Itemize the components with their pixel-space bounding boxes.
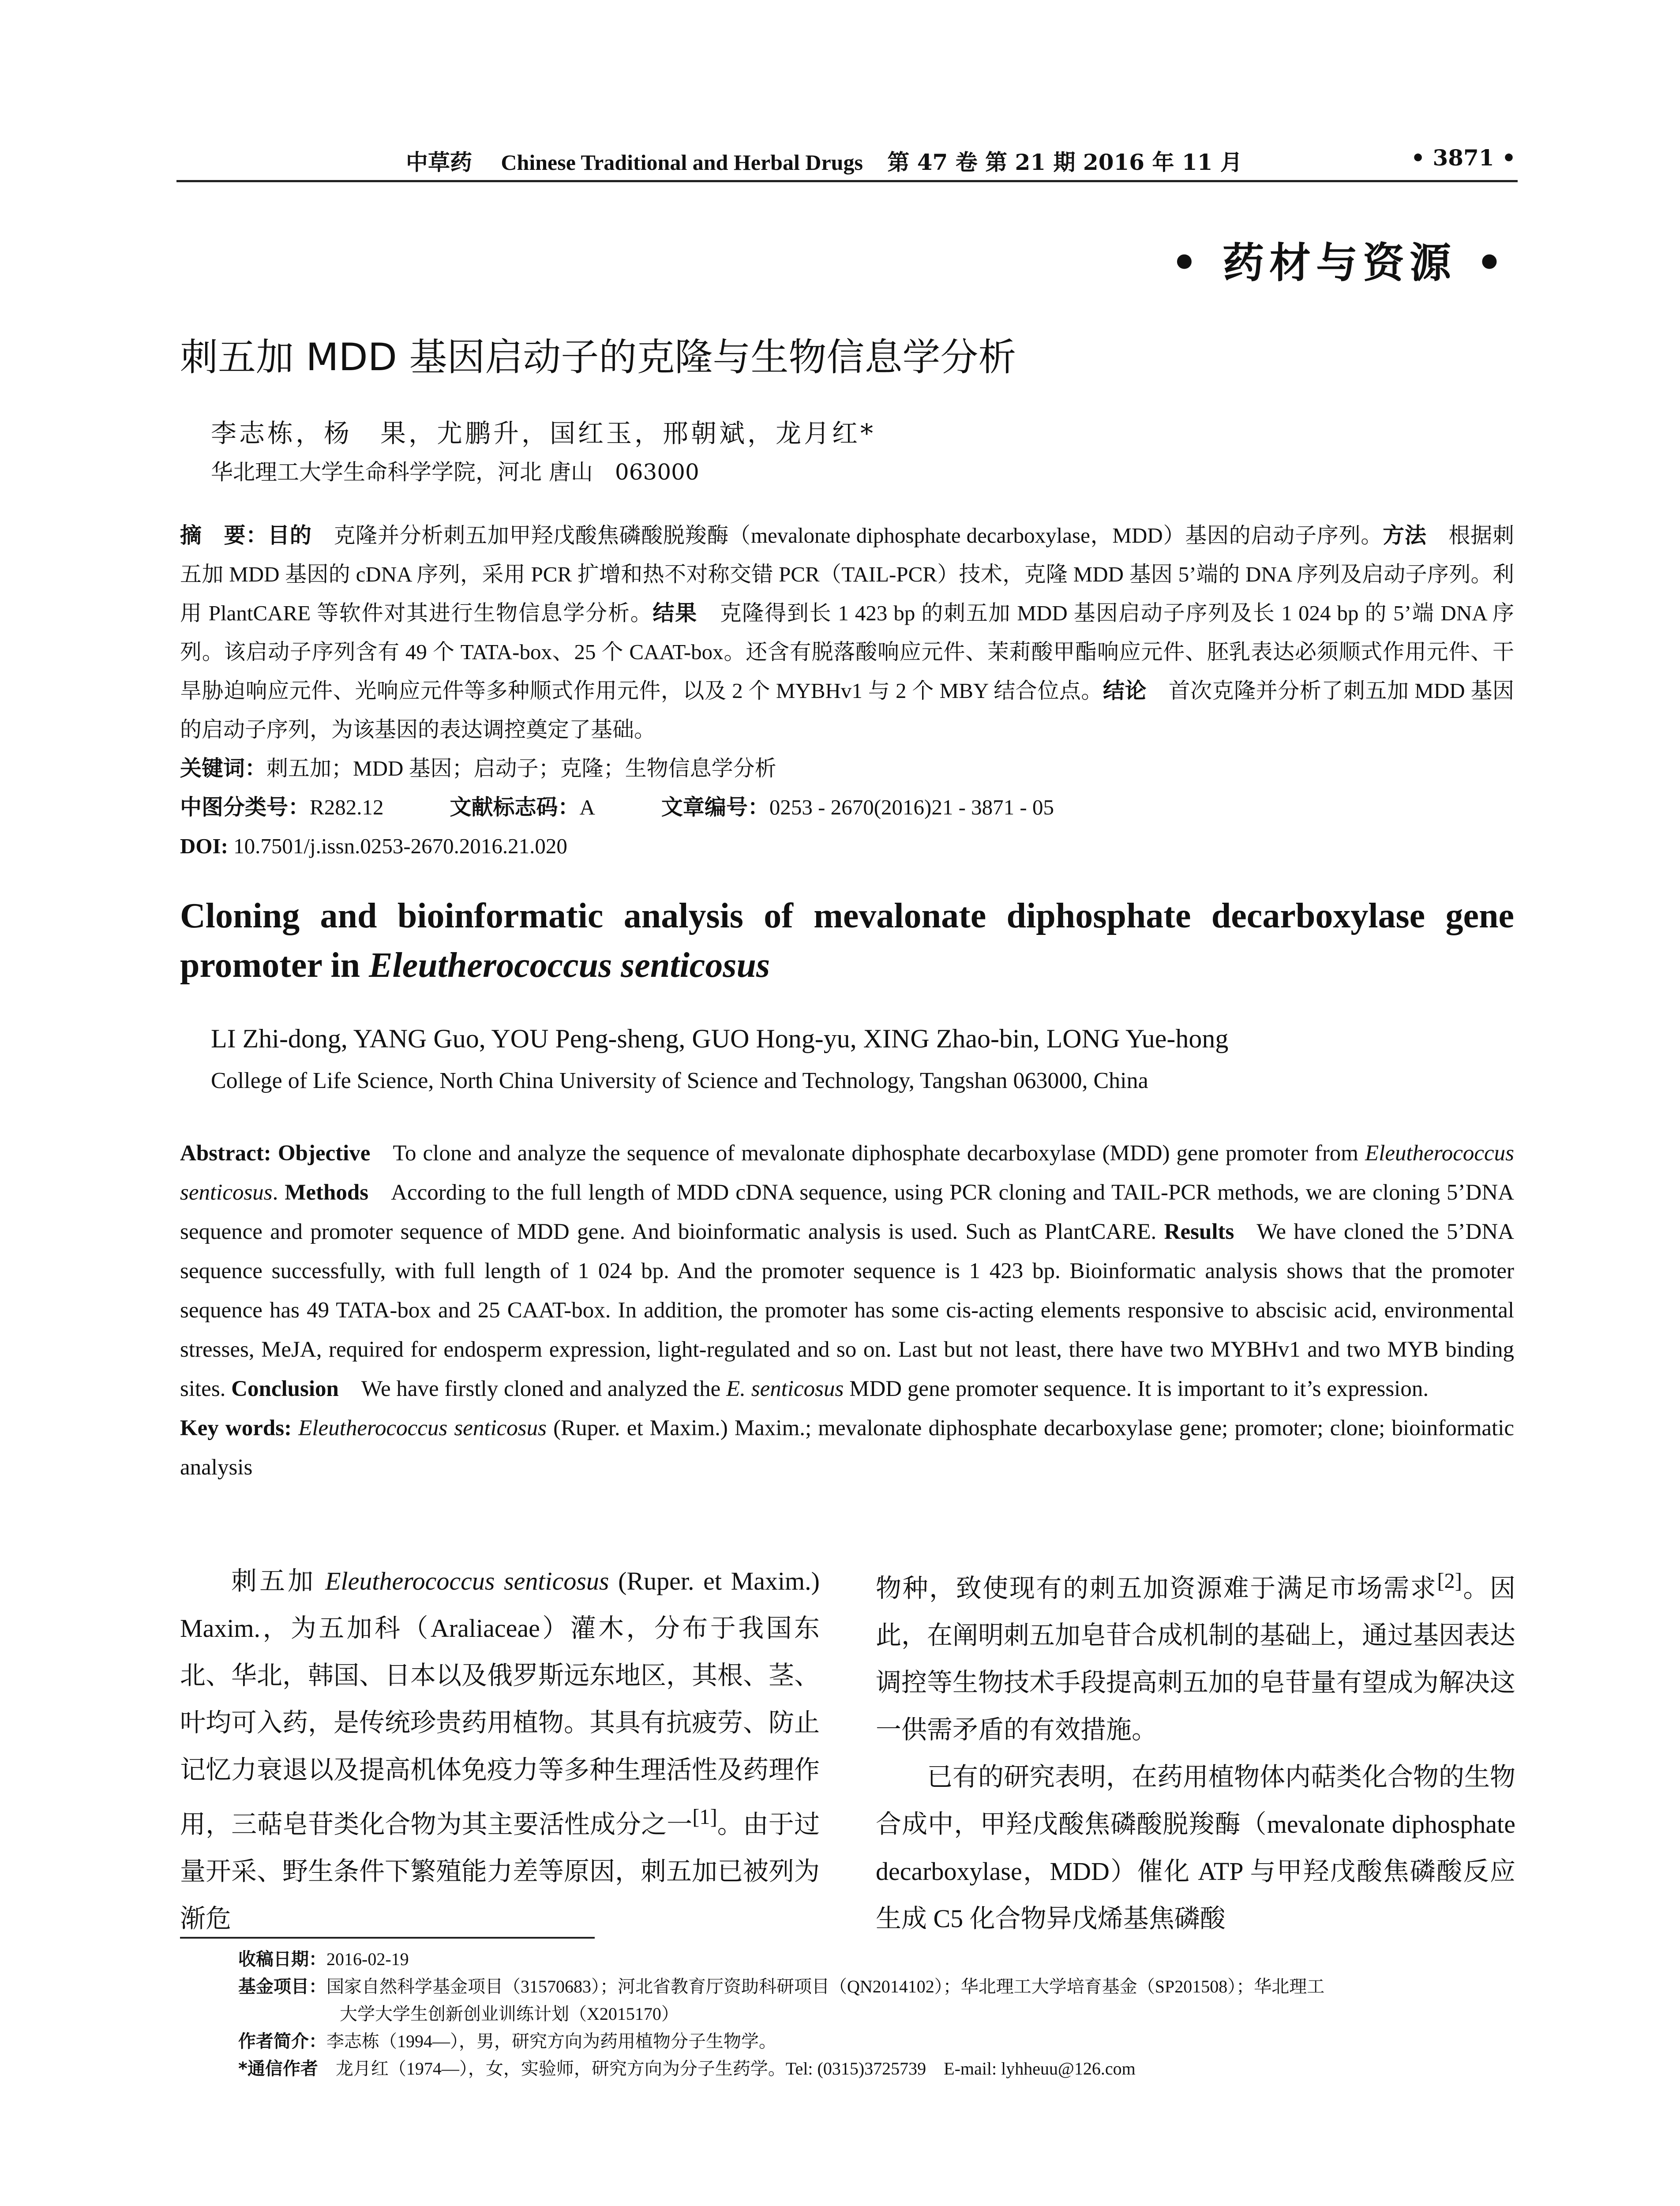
- objective-en-end: .: [272, 1180, 285, 1205]
- body-paragraph: 已有的研究表明，在药用植物体内萜类化合物的生物合成中，甲羟戊酸焦磷酸脱羧酶（mevalonate diphosphate decarboxylase，MDD）催化 ATP 与甲羟戊酸焦磷酸反应生成 C5 化合物异戊烯基焦磷酸: [876, 1763, 1516, 1933]
- doi-value: 10.7501/j.issn.0253-2670.2016.21.020: [228, 834, 567, 858]
- objective-en-species: Eleutherococcus senticosus: [180, 1141, 1514, 1205]
- clc-label: 中图分类号：: [180, 795, 310, 820]
- fund-info-cont: 大学大学生创新创业训练计划（X2015170）: [340, 2004, 679, 2024]
- article-title-cn: 刺五加 MDD 基因启动子的克隆与生物信息学分析: [180, 335, 1016, 379]
- abstract-cn-text: [180, 516, 1514, 749]
- conclusion-label-cn: 结论: [1102, 678, 1147, 703]
- citation-ref: [2]: [1437, 1569, 1462, 1593]
- objective-label-en: Objective: [278, 1141, 371, 1166]
- keywords-en-text: (Ruper. et Maxim.) Maxim.; mevalonate diphosphate decarboxylase gene; promoter; clone; bioinformatic analysis: [180, 1416, 1515, 1480]
- keywords-cn: [180, 749, 1514, 788]
- body-column-left: [180, 1557, 820, 1942]
- journal-header: [406, 145, 1242, 176]
- fund-value: 国家自然科学基金项目（31570683）；河北省教育厅资助科研项目（QN2014102）；华北理工大学培育基金（SP201508）；华北理工: [326, 1977, 1325, 1996]
- methods-label-cn: 方法: [1383, 523, 1427, 548]
- objective-en: To clone and analyze the sequence of mevalonate diphosphate decarboxylase (MDD) gene promoter from: [370, 1141, 1365, 1166]
- corresponding-value: 龙月红（1974—），女，实验师，研究方向为分子生药学。Tel: (0315)3725739 E-mail: lyhheuu@126.com: [318, 2059, 1136, 2078]
- affiliation-en: College of Life Science, North China University of Science and Technology, Tangshan 063000, China: [211, 1068, 1148, 1093]
- authors-en: LI Zhi-dong, YANG Guo, YOU Peng-sheng, GUO Hong-yu, XING Zhao-bin, LONG Yue-hong: [211, 1024, 1229, 1053]
- corresponding-author: [238, 2055, 1513, 2082]
- body-paragraph: [180, 1557, 820, 1942]
- article-number-value: 0253 - 2670(2016)21 - 3871 - 05: [769, 795, 1054, 819]
- article-title-en: [180, 891, 1514, 990]
- results-label-cn: 结果: [652, 600, 698, 626]
- conclusion-cn: 首次克隆并分析了刺五加 MDD 基因的启动子序列，为该基因的表达调控奠定了基础。: [180, 679, 1514, 742]
- footnotes: [238, 1946, 1513, 2082]
- corresponding-label: *通信作者: [238, 2059, 318, 2079]
- footnote-divider: [180, 1937, 595, 1939]
- body-paragraph: [876, 1557, 1515, 1753]
- body-text: 刺五加: [231, 1567, 326, 1595]
- methods-cn: 根据刺五加 MDD 基因的 cDNA 序列，采用 PCR 扩增和热不对称交错 PCR（TAIL-PCR）技术，克隆 MDD 基因 5’端的 DNA 序列及启动子序列。利用 PlantCARE 等软件对其进行生物信息学分析。: [180, 523, 1514, 625]
- journal-name-en: Chinese Traditional and Herbal Drugs: [501, 150, 863, 175]
- abstract-cn-label: 摘 要：: [180, 523, 268, 548]
- journal-name-cn: 中草药: [406, 149, 472, 175]
- keywords-en-species: Eleutherococcus senticosus: [298, 1416, 547, 1441]
- issue-info: 第 47 卷 第 21 期 2016 年 11 月: [887, 149, 1242, 175]
- affiliation-cn: 华北理工大学生命科学学院，河北 唐山 063000: [211, 459, 699, 485]
- doc-code-value: A: [579, 795, 595, 819]
- doi-line: [180, 827, 1514, 866]
- keywords-en: [180, 1409, 1514, 1487]
- section-label: • 药材与资源 •: [1171, 239, 1508, 287]
- author-bio-value: 李志栋（1994—），男，研究方向为药用植物分子生物学。: [326, 2031, 776, 2051]
- results-label-en: Results: [1164, 1219, 1234, 1244]
- clc-value: R282.12: [310, 795, 384, 819]
- keywords-cn-label: 关键词：: [180, 756, 267, 781]
- keywords-cn-text: 刺五加；MDD 基因；启动子；克隆；生物信息学分析: [266, 756, 776, 780]
- authors-cn: 李志栋，杨 果，尤鹏升，国红玉，邢朝斌，龙月红*: [211, 418, 876, 448]
- abstract-en: [180, 1134, 1514, 1487]
- objective-cn: 克隆并分析刺五加甲羟戊酸焦磷酸脱羧酶（mevalonate diphosphate decarboxylase，MDD）基因的启动子序列。: [311, 523, 1383, 548]
- keywords-en-label: Key words:: [180, 1416, 299, 1441]
- methods-en: According to the full length of MDD cDNA sequence, using PCR cloning and TAIL-PCR methods, we are cloning 5’DNA sequence and promoter sequence of MDD gene. And bioinformatic analysis is used. Such as PlantCARE.: [180, 1180, 1514, 1244]
- received-value: 2016-02-19: [326, 1949, 409, 1969]
- results-cn: 克隆得到长 1 423 bp 的刺五加 MDD 基因启动子序列及长 1 024 bp 的 5’端 DNA 序列。该启动子序列含有 49 个 TATA-box、25 个 CAAT-box。还含有脱落酸响应元件、茉莉酸甲酯响应元件、胚乳表达必须顺式作用元件、干旱胁迫响应元件、光响应元件等多种顺式作用元件，以及 2 个 MYBHv1 与 2 个 MBY 结合位点。: [180, 601, 1514, 703]
- article-number-label: 文章编号：: [661, 795, 769, 820]
- fund-label: 基金项目：: [238, 1977, 326, 1997]
- author-bio: [238, 2028, 1513, 2055]
- running-header: [176, 140, 1518, 182]
- received-label: 收稿日期：: [238, 1949, 326, 1970]
- author-bio-label: 作者简介：: [238, 2031, 326, 2052]
- title-en-species: Eleutherococcus senticosus: [369, 946, 770, 985]
- body-text: (Ruper. et Maxim.) Maxim.，为五加科（Araliaceae）灌木，分布于我国东北、华北，韩国、日本以及俄罗斯远东地区，其根、茎、叶均可入药，是传统珍贵药用植物。其具有抗疲劳、防止记忆力衰退以及提高机体免疫力等多种生理活性及药理作用，三萜皂苷类化合物为其主要活性成分之一: [180, 1567, 820, 1839]
- objective-label-cn: 目的: [268, 523, 312, 548]
- fund-info: [238, 1973, 1513, 2000]
- body-species: Eleutherococcus senticosus: [325, 1567, 609, 1595]
- body-text: 物种，致使现有的刺五加资源难于满足市场需求: [876, 1574, 1437, 1603]
- classification-line: [180, 788, 1514, 827]
- doc-code-label: 文献标志码：: [450, 795, 580, 820]
- methods-label-en: Methods: [285, 1180, 369, 1205]
- body-text: 。由于过量开采、野生条件下繁殖能力差等原因，刺五加已被列为渐危: [180, 1810, 820, 1933]
- abstract-cn: [180, 516, 1514, 866]
- doi-label: DOI:: [180, 834, 228, 858]
- title-en-text: Cloning and bioinformatic analysis of mevalonate diphosphate decarboxylase gene promoter in: [180, 897, 1514, 985]
- conclusion-en-a: We have firstly cloned and analyzed the: [338, 1377, 727, 1401]
- conclusion-label-en: Conclusion: [231, 1377, 339, 1401]
- results-en: We have cloned the 5’DNA sequence successfully, with full length of 1 024 bp. And the promoter sequence is 1 423 bp. Bioinformatic analysis shows that the promoter sequence has 49 TATA-box and 25 CAAT-box. In addition, the promoter has some cis-acting elements responsive to abscisic acid, environmental stresses, MeJA, required for endosperm expression, light-regulated and so on. Last but not least, there have two MYBHv1 and two MYB binding sites.: [180, 1219, 1515, 1401]
- body-text: 。因此，在阐明刺五加皂苷合成机制的基础上，通过基因表达调控等生物技术手段提高刺五加的皂苷量有望成为解决这一供需矛盾的有效措施。: [876, 1574, 1516, 1745]
- page-number: • 3871 •: [1411, 145, 1516, 171]
- conclusion-en-species: E. senticosus: [726, 1377, 844, 1401]
- abstract-en-label: Abstract:: [180, 1141, 278, 1166]
- received-date: [238, 1946, 1513, 1973]
- abstract-en-text: [180, 1134, 1514, 1409]
- citation-ref: [1]: [692, 1805, 717, 1829]
- conclusion-en-b: MDD gene promoter sequence. It is important to it’s expression.: [844, 1377, 1429, 1401]
- body-column-right: [876, 1557, 1515, 1942]
